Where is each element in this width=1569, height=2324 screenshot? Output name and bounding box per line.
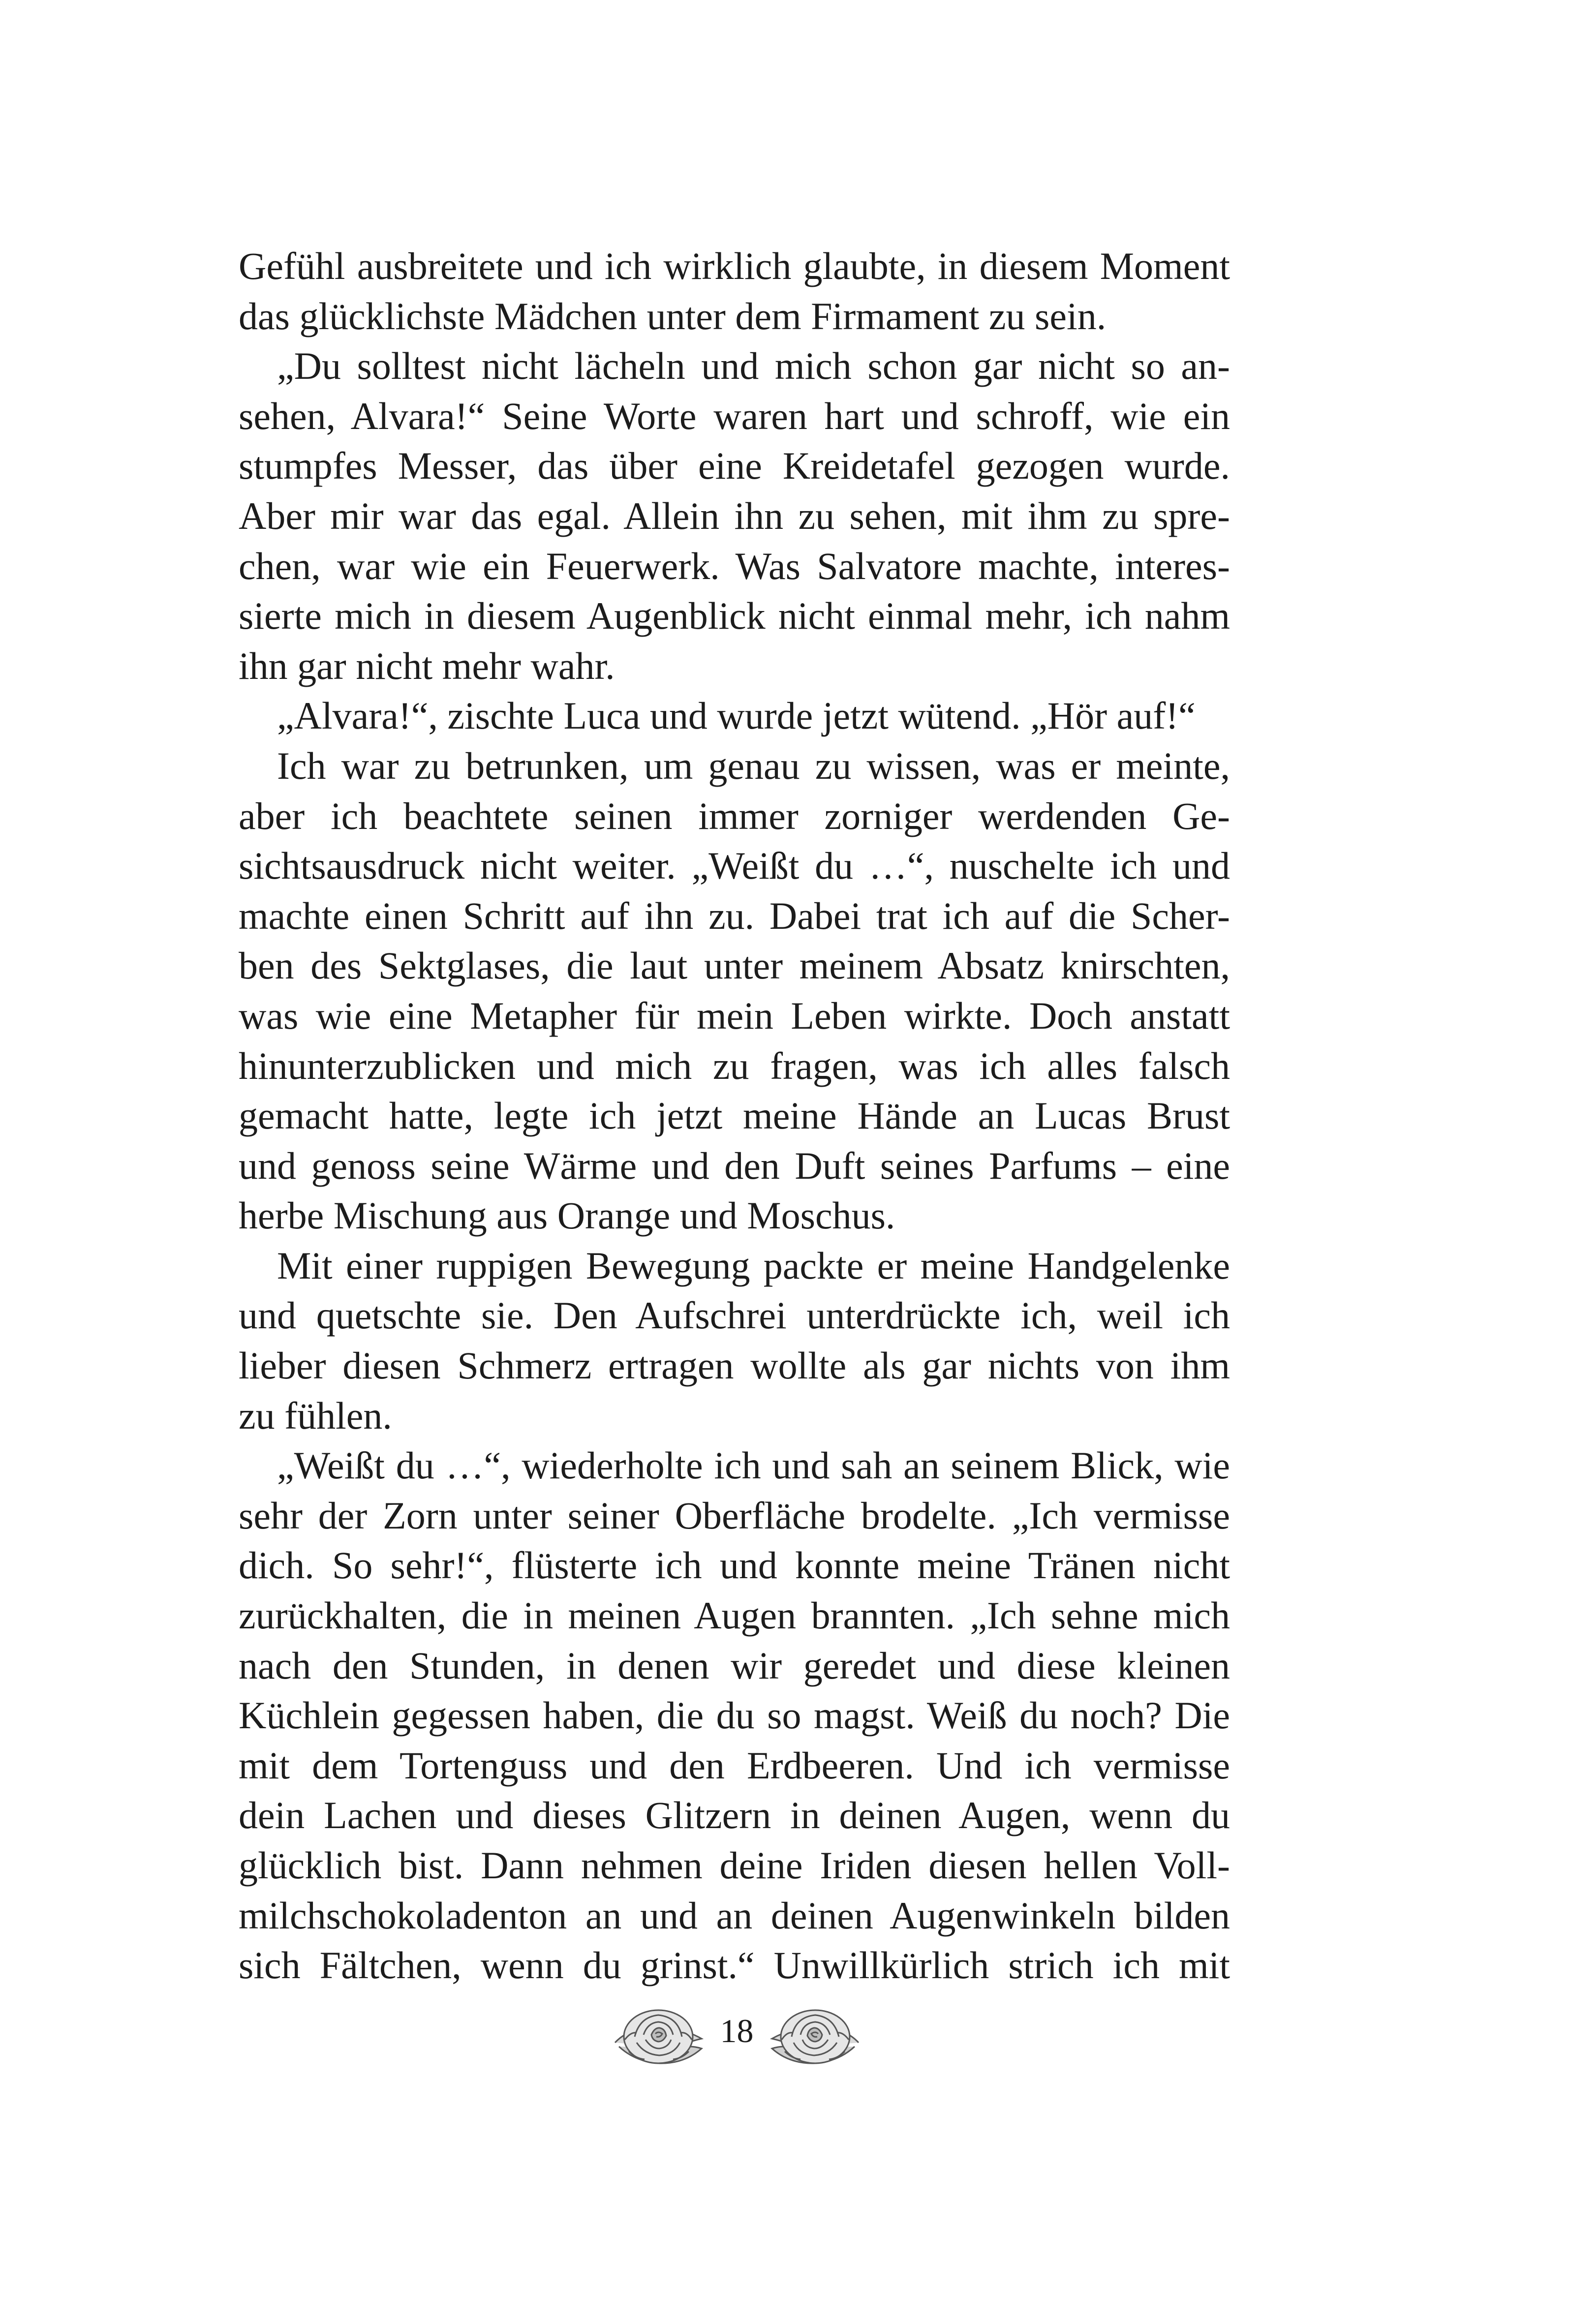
- text-line: Gefühl ausbreitete und ich wirklich glaubte, in diesem Moment: [239, 245, 1230, 287]
- page-number: 18: [720, 2012, 754, 2049]
- text-line: Aber mir war das egal. Allein ihn zu sehen, mit ihm zu spre-: [239, 494, 1230, 537]
- text-line: sierte mich in diesem Augenblick nicht einmal mehr, ich nahm: [239, 594, 1230, 638]
- text-line: ben des Sektglases, die laut unter meinem Absatz knirschten,: [239, 944, 1230, 987]
- text-line: hinunterzublicken und mich zu fragen, was ich alles falsch: [239, 1044, 1230, 1087]
- text-line: stumpfes Messer, das über eine Kreidetafel gezogen wurde.: [239, 444, 1230, 488]
- text-line: machte einen Schritt auf ihn zu. Dabei trat ich auf die Scher-: [239, 894, 1230, 937]
- text-line: lieber diesen Schmerz ertragen wollte als gar nichts von ihm: [239, 1344, 1230, 1387]
- text-line: „Weißt du …“, wiederholte ich und sah an seinem Blick, wie: [277, 1444, 1230, 1487]
- text-line: herbe Mischung aus Orange und Moschus.: [239, 1194, 895, 1237]
- rose-icon: [605, 1997, 713, 2076]
- text-line: und genoss seine Wärme und den Duft seines Parfums – eine: [239, 1144, 1230, 1187]
- text-line: glücklich bist. Dann nehmen deine Iriden diesen hellen Voll-: [239, 1844, 1230, 1887]
- text-line: sichtsausdruck nicht weiter. „Weißt du …“, nuschelte ich und: [239, 844, 1230, 887]
- text-line: Ich war zu betrunken, um genau zu wissen, was er meinte,: [277, 744, 1230, 787]
- page-footer: [0, 1997, 1569, 2076]
- text-line: mit dem Tortenguss und den Erdbeeren. Und ich vermisse: [239, 1743, 1230, 1787]
- text-line: aber ich beachtete seinen immer zorniger werdenden Ge-: [239, 794, 1230, 837]
- rose-icon: [760, 1997, 868, 2076]
- text-line: Mit einer ruppigen Bewegung packte er meine Handgelenke: [277, 1244, 1230, 1287]
- text-line: dein Lachen und dieses Glitzern in deinen Augen, wenn du: [239, 1794, 1230, 1837]
- text-line: sehr der Zorn unter seiner Oberfläche brodelte. „Ich vermisse: [239, 1494, 1230, 1537]
- text-line: „Alvara!“, zischte Luca und wurde jetzt wütend. „Hör auf!“: [277, 694, 1196, 737]
- text-line: Küchlein gegessen haben, die du so magst. Weiß du noch? Die: [239, 1694, 1230, 1737]
- text-line: zu fühlen.: [239, 1394, 392, 1437]
- text-line: „Du solltest nicht lächeln und mich schon gar nicht so an-: [277, 344, 1230, 388]
- text-line: milchschokoladenton an und an deinen Augenwinkeln bilden: [239, 1894, 1230, 1937]
- text-line: was wie eine Metapher für mein Leben wirkte. Doch anstatt: [239, 994, 1230, 1037]
- body-text: [239, 241, 1230, 1990]
- text-line: und quetschte sie. Den Aufschrei unterdrückte ich, weil ich: [239, 1294, 1230, 1337]
- text-line: sehen, Alvara!“ Seine Worte waren hart und schroff, wie ein: [239, 394, 1230, 437]
- text-line: zurückhalten, die in meinen Augen brannten. „Ich sehne mich: [239, 1594, 1230, 1637]
- text-line: nach den Stunden, in denen wir geredet und diese kleinen: [239, 1644, 1230, 1687]
- text-line: gemacht hatte, legte ich jetzt meine Hände an Lucas Brust: [239, 1094, 1230, 1137]
- text-line: ihn gar nicht mehr wahr.: [239, 644, 615, 687]
- text-line: das glücklichste Mädchen unter dem Firmament zu sein.: [239, 294, 1107, 337]
- text-line: dich. So sehr!“, flüsterte ich und konnte meine Tränen nicht: [239, 1544, 1230, 1587]
- text-line: chen, war wie ein Feuerwerk. Was Salvatore machte, interes-: [239, 544, 1230, 587]
- text-line: sich Fältchen, wenn du grinst.“ Unwillkürlich strich ich mit: [239, 1944, 1230, 1987]
